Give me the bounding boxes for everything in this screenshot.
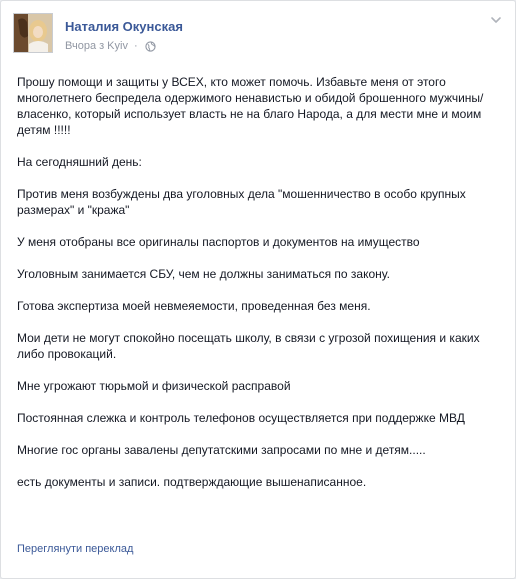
- see-translation-link[interactable]: Переглянути переклад: [17, 543, 134, 555]
- post-paragraph: Постоянная слежка и контроль телефонов осуществляется при поддержке МВД: [17, 411, 465, 425]
- post-meta: [65, 40, 156, 52]
- post-time[interactable]: Вчора: [65, 40, 97, 52]
- post-location-text: з Kyiv: [99, 40, 128, 52]
- post-paragraph: Мои дети не могут спокойно посещать школу, в связи с угрозой похищения и каких либо провокаций.: [17, 331, 480, 361]
- globe-icon[interactable]: [145, 41, 156, 52]
- post-paragraph: Против меня возбуждены два уголовных дела "мошенничество в особо крупных размерах" и "кража": [17, 187, 466, 217]
- post-paragraph: Прошу помощи и защиты у ВСЕХ, кто может помочь. Избавьте меня от этого многолетнего беспредела одержимого ненавистью и обидой брошенного мужчины/власенко, который использует власть не на благо Народа, а для мести мне и моим детям !!!!!: [17, 75, 484, 137]
- chevron-down-icon[interactable]: [489, 13, 503, 27]
- meta-dot: ·: [133, 40, 138, 52]
- post-paragraph: У меня отобраны все оригиналы паспортов и документов на имущество: [17, 235, 420, 249]
- post-paragraph: Многие гос органы завалены депутатскими запросами по мне и детям.....: [17, 443, 426, 457]
- post-paragraph: На сегодняшний день:: [17, 155, 142, 169]
- avatar[interactable]: [13, 13, 53, 53]
- post-paragraph: есть документы и записи. подтверждающие вышенаписанное.: [17, 475, 367, 489]
- avatar-photo: [14, 14, 52, 52]
- post-header: [13, 13, 503, 57]
- post-paragraph: Готова экспертиза моей невмеяемости, проведенная без меня.: [17, 299, 371, 313]
- post-paragraph: Мне угрожают тюрьмой и физической расправой: [17, 379, 291, 393]
- post-paragraph: Уголовным занимается СБУ, чем не должны заниматься по закону.: [17, 267, 390, 281]
- author-name[interactable]: Наталия Окунская: [65, 19, 183, 34]
- post-text: [17, 74, 505, 506]
